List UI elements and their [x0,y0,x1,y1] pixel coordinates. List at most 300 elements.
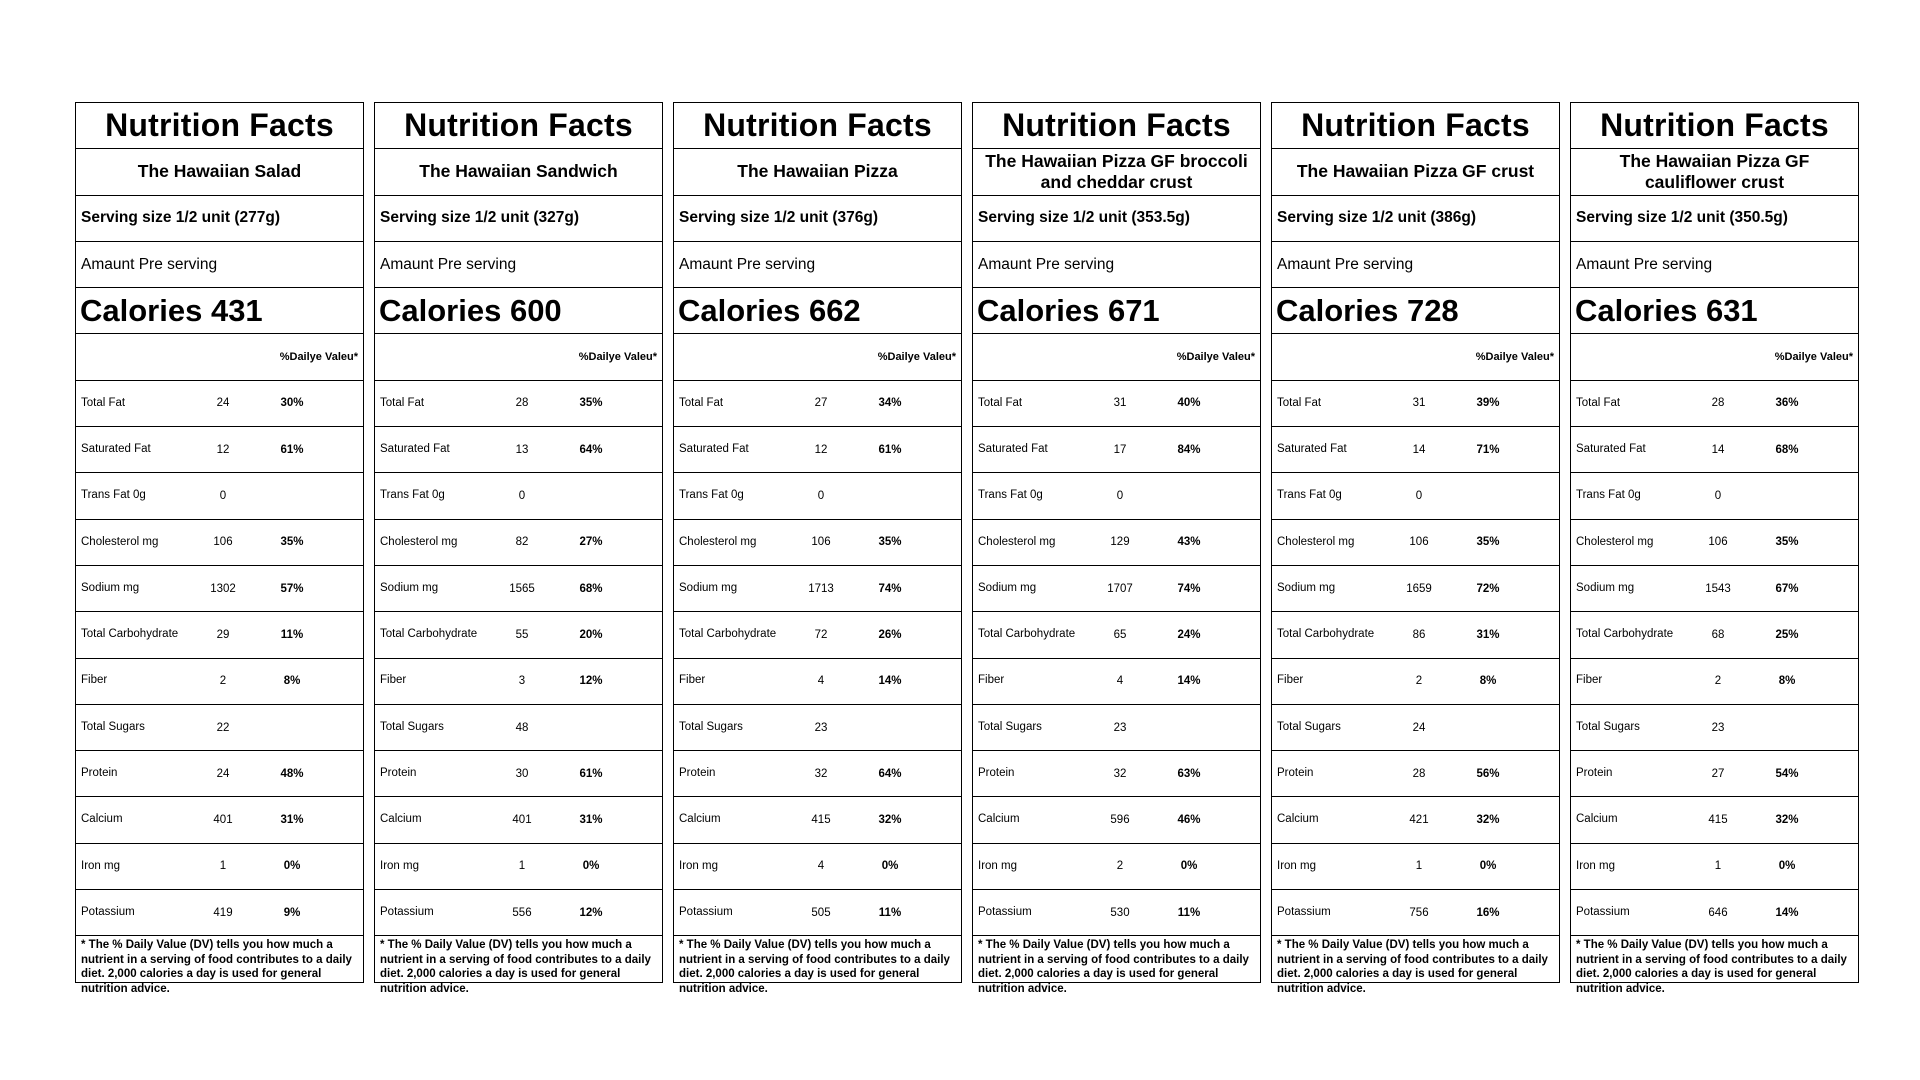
daily-value-header: %Dailye Valeu* [1571,334,1858,380]
calories: Calories 631 [1571,288,1858,334]
nutrient-amount: 415 [1708,814,1728,827]
nutrient-daily-value: 39% [1476,397,1500,410]
nutrient-name: Total Carbohydrate [679,628,777,641]
nutrient-name: Iron mg [679,859,718,872]
nutrient-row [1571,566,1858,612]
nutrient-daily-value: 12% [579,906,603,919]
nutrient-daily-value: 0% [582,860,600,873]
nutrient-amount: 0 [518,490,526,503]
nutrient-name: Fiber [978,674,1005,687]
nutrient-daily-value: 32% [878,814,902,827]
nutrient-row [1272,705,1559,751]
nutrient-name: Fiber [679,674,706,687]
nutrient-row [674,659,961,705]
nutrient-name: Trans Fat 0g [679,489,744,502]
nutrient-name: Potassium [1576,905,1630,918]
nutrient-row [1272,381,1559,427]
nutrient-amount: 1713 [808,582,834,595]
nutrient-amount: 32 [814,767,828,780]
nutrient-name: Sodium mg [380,581,439,594]
nutrient-name: Fiber [380,674,407,687]
amount-per-serving: Amaunt Pre serving [674,242,961,288]
nutrient-row [674,612,961,658]
nutrient-amount: 0 [817,490,825,503]
serving-size: Serving size 1/2 unit (327g) [375,196,662,242]
nutrient-list [674,381,961,937]
nutrient-amount: 23 [1113,721,1127,734]
nutrient-daily-value: 31% [1476,628,1500,641]
nutrient-daily-value: 8% [283,675,301,688]
nutrient-row [1571,612,1858,658]
nutrient-row [973,473,1260,519]
nutrient-daily-value: 56% [1476,767,1500,780]
nutrient-row [674,427,961,473]
nutrient-amount: 0 [1714,490,1722,503]
nutrient-name: Protein [679,767,716,780]
nutrient-amount: 1707 [1107,582,1133,595]
nutrient-name: Protein [1576,767,1613,780]
nutrient-row [375,473,662,519]
nutrient-name: Potassium [1277,905,1331,918]
nutrient-row [1571,890,1858,936]
nutrient-name: Trans Fat 0g [380,489,445,502]
nutrient-amount: 106 [1708,536,1728,549]
nutrient-name: Total Fat [1576,396,1621,409]
nutrient-daily-value: 0% [1479,860,1497,873]
nutrient-daily-value: 0% [1778,860,1796,873]
nutrient-daily-value: 35% [280,536,304,549]
nutrient-daily-value: 11% [280,628,304,641]
nutrient-row [375,705,662,751]
nutrient-name: Total Fat [1277,396,1322,409]
nutrient-row [1272,520,1559,566]
serving-size: Serving size 1/2 unit (350.5g) [1571,196,1858,242]
nutrient-daily-value: 30% [280,397,304,410]
nutrient-name: Protein [1277,767,1314,780]
nutrient-amount: 13 [515,443,529,456]
daily-value-header: %Dailye Valeu* [76,334,363,380]
nutrient-amount: 1 [1714,860,1722,873]
serving-size: Serving size 1/2 unit (376g) [674,196,961,242]
nutrient-amount: 0 [1116,490,1124,503]
nutrient-row [1272,797,1559,843]
nutrient-name: Calcium [380,813,422,826]
nutrient-amount: 505 [811,906,831,919]
nutrient-row [973,381,1260,427]
nutrient-daily-value: 14% [878,675,902,688]
nutrient-daily-value: 63% [1177,767,1201,780]
nutrient-amount: 4 [817,675,825,688]
nutrient-row [76,659,363,705]
nutrient-daily-value: 35% [1476,536,1500,549]
nutrient-amount: 27 [1711,767,1725,780]
nutrient-daily-value: 31% [579,814,603,827]
nutrient-daily-value: 35% [579,397,603,410]
nutrient-row [1272,751,1559,797]
nutrient-amount: 23 [814,721,828,734]
nutrient-daily-value: 35% [878,536,902,549]
nutrient-daily-value: 46% [1177,814,1201,827]
nutrient-amount: 106 [1409,536,1429,549]
daily-value-footnote: * The % Daily Value (DV) tells you how much a nutrient in a serving of food contributes to a daily diet. 2,000 calories a day is used for general nutrition advice. [978,939,1249,995]
daily-value-footnote: * The % Daily Value (DV) tells you how much a nutrient in a serving of food contributes to a daily diet. 2,000 calories a day is used for general nutrition advice. [1277,939,1548,995]
nutrient-name: Sodium mg [1576,581,1635,594]
nutrient-row [973,612,1260,658]
nutrient-daily-value: 64% [579,443,603,456]
nutrient-amount: 1 [518,860,526,873]
nutrient-name: Saturated Fat [978,442,1048,455]
nutrition-facts-label-2 [374,102,663,995]
nutrient-daily-value: 12% [579,675,603,688]
nutrient-amount: 28 [1412,767,1426,780]
nutrition-facts-label-4 [972,102,1261,995]
label-title: Nutrition Facts [1272,103,1559,149]
nutrient-amount: 31 [1113,397,1127,410]
nutrient-row [973,890,1260,936]
amount-per-serving: Amaunt Pre serving [1272,242,1559,288]
calories: Calories 728 [1272,288,1559,334]
nutrient-amount: 2 [219,675,227,688]
nutrient-amount: 32 [1113,767,1127,780]
nutrient-daily-value: 67% [1775,582,1799,595]
nutrient-daily-value: 64% [878,767,902,780]
nutrient-amount: 22 [216,721,230,734]
nutrient-row [973,844,1260,890]
nutrient-name: Cholesterol mg [978,535,1056,548]
nutrient-daily-value: 61% [878,443,902,456]
nutrient-name: Iron mg [1576,859,1615,872]
nutrient-daily-value: 61% [280,443,304,456]
nutrient-amount: 1 [1415,860,1423,873]
nutrient-name: Potassium [81,905,135,918]
nutrient-name: Fiber [1277,674,1304,687]
nutrient-row [1571,473,1858,519]
calories: Calories 671 [973,288,1260,334]
nutrient-row [973,705,1260,751]
daily-value-header: %Dailye Valeu* [1272,334,1559,380]
nutrient-amount: 4 [817,860,825,873]
amount-per-serving: Amaunt Pre serving [76,242,363,288]
nutrient-name: Calcium [1576,813,1618,826]
nutrient-row [1272,427,1559,473]
product-name: The Hawaiian Salad [76,149,363,195]
label-title: Nutrition Facts [973,103,1260,149]
nutrient-daily-value: 0% [881,860,899,873]
nutrient-daily-value: 0% [1180,860,1198,873]
nutrient-row [375,381,662,427]
nutrient-amount: 556 [512,906,532,919]
nutrient-row [674,751,961,797]
calories: Calories 662 [674,288,961,334]
nutrient-row [76,427,363,473]
nutrient-row [1571,797,1858,843]
nutrient-daily-value: 31% [280,814,304,827]
nutrient-row [1272,659,1559,705]
nutrient-daily-value: 34% [878,397,902,410]
label-title: Nutrition Facts [1571,103,1858,149]
nutrient-daily-value: 54% [1775,767,1799,780]
nutrient-row [1571,844,1858,890]
nutrient-row [674,473,961,519]
nutrient-name: Saturated Fat [1277,442,1347,455]
nutrient-row [76,566,363,612]
nutrient-row [1272,844,1559,890]
nutrient-daily-value: 24% [1177,628,1201,641]
nutrient-name: Potassium [380,905,434,918]
nutrient-amount: 31 [1412,397,1426,410]
nutrient-amount: 646 [1708,906,1728,919]
nutrient-name: Total Carbohydrate [978,628,1076,641]
nutrient-name: Trans Fat 0g [81,489,146,502]
calories: Calories 431 [76,288,363,334]
nutrient-name: Iron mg [81,859,120,872]
nutrient-name: Cholesterol mg [1277,535,1355,548]
nutrient-row [973,427,1260,473]
nutrient-list [1571,381,1858,937]
nutrient-amount: 421 [1409,814,1429,827]
nutrient-amount: 24 [1412,721,1426,734]
daily-value-header: %Dailye Valeu* [674,334,961,380]
nutrient-row [76,381,363,427]
nutrient-name: Potassium [978,905,1032,918]
nutrient-amount: 1543 [1705,582,1731,595]
daily-value-header: %Dailye Valeu* [375,334,662,380]
nutrient-daily-value: 68% [579,582,603,595]
product-name: The Hawaiian Pizza GF crust [1272,149,1559,195]
serving-size: Serving size 1/2 unit (353.5g) [973,196,1260,242]
nutrient-name: Sodium mg [81,581,140,594]
amount-per-serving: Amaunt Pre serving [375,242,662,288]
nutrient-daily-value: 25% [1775,628,1799,641]
nutrient-daily-value: 35% [1775,536,1799,549]
nutrient-name: Total Sugars [1576,720,1640,733]
nutrient-amount: 1302 [210,582,236,595]
nutrient-name: Total Carbohydrate [81,628,179,641]
nutrient-name: Cholesterol mg [679,535,757,548]
nutrient-amount: 12 [814,443,828,456]
nutrition-facts-label-3 [673,102,962,995]
nutrient-amount: 530 [1110,906,1130,919]
nutrient-daily-value: 0% [283,860,301,873]
nutrient-row [973,797,1260,843]
nutrient-amount: 2 [1714,675,1722,688]
nutrient-list [1272,381,1559,937]
nutrient-name: Saturated Fat [1576,442,1646,455]
nutrient-name: Trans Fat 0g [1277,489,1342,502]
nutrient-row [1571,751,1858,797]
nutrient-daily-value: 84% [1177,443,1201,456]
nutrient-amount: 55 [515,628,529,641]
nutrient-name: Saturated Fat [679,442,749,455]
nutrient-row [375,844,662,890]
nutrient-amount: 27 [814,397,828,410]
nutrient-amount: 106 [213,536,233,549]
nutrient-daily-value: 11% [878,906,902,919]
nutrient-row [1571,705,1858,751]
nutrient-name: Iron mg [978,859,1017,872]
nutrient-row [973,751,1260,797]
nutrient-list [973,381,1260,937]
nutrient-name: Cholesterol mg [1576,535,1654,548]
nutrient-name: Trans Fat 0g [978,489,1043,502]
nutrient-daily-value: 9% [283,906,301,919]
nutrient-name: Total Carbohydrate [380,628,478,641]
nutrient-row [1272,612,1559,658]
nutrient-row [76,797,363,843]
daily-value-footnote: * The % Daily Value (DV) tells you how much a nutrient in a serving of food contributes to a daily diet. 2,000 calories a day is used for general nutrition advice. [1576,939,1847,995]
label-title: Nutrition Facts [76,103,363,149]
nutrient-row [1272,566,1559,612]
nutrient-name: Saturated Fat [380,442,450,455]
nutrient-row [375,797,662,843]
nutrient-row [674,520,961,566]
nutrient-name: Sodium mg [679,581,738,594]
nutrient-name: Total Carbohydrate [1277,628,1375,641]
daily-value-footnote: * The % Daily Value (DV) tells you how much a nutrient in a serving of food contributes to a daily diet. 2,000 calories a day is used for general nutrition advice. [679,939,950,995]
nutrient-amount: 65 [1113,628,1127,641]
nutrition-facts-label-6 [1570,102,1859,995]
nutrient-row [76,612,363,658]
nutrient-amount: 756 [1409,906,1429,919]
nutrient-amount: 86 [1412,628,1426,641]
daily-value-footnote: * The % Daily Value (DV) tells you how much a nutrient in a serving of food contributes to a daily diet. 2,000 calories a day is used for general nutrition advice. [380,939,651,995]
amount-per-serving: Amaunt Pre serving [1571,242,1858,288]
nutrient-daily-value: 74% [1177,582,1201,595]
product-name: The Hawaiian Sandwich [375,149,662,195]
nutrient-amount: 24 [216,397,230,410]
nutrient-name: Total Carbohydrate [1576,628,1674,641]
nutrient-name: Total Sugars [81,720,145,733]
nutrient-amount: 28 [515,397,529,410]
nutrient-amount: 29 [216,628,230,641]
product-name: The Hawaiian Pizza GF broccoli and cheddar crust [973,149,1260,195]
nutrient-row [375,890,662,936]
nutrient-amount: 68 [1711,628,1725,641]
nutrient-name: Fiber [81,674,108,687]
nutrient-row [375,659,662,705]
nutrient-row [375,427,662,473]
nutrient-amount: 48 [515,721,529,734]
nutrient-row [375,751,662,797]
nutrient-amount: 82 [515,536,529,549]
nutrient-list [76,381,363,937]
nutrient-name: Calcium [679,813,721,826]
nutrient-amount: 106 [811,536,831,549]
nutrient-name: Calcium [1277,813,1319,826]
nutrient-daily-value: 43% [1177,536,1201,549]
product-name: The Hawaiian Pizza [674,149,961,195]
nutrient-name: Calcium [81,813,123,826]
nutrient-name: Total Sugars [679,720,743,733]
nutrient-name: Total Sugars [1277,720,1341,733]
nutrient-name: Total Sugars [978,720,1042,733]
nutrient-name: Sodium mg [978,581,1037,594]
nutrient-amount: 24 [216,767,230,780]
nutrient-name: Protein [978,767,1015,780]
nutrient-amount: 401 [512,814,532,827]
nutrient-name: Fiber [1576,674,1603,687]
nutrient-name: Total Fat [380,396,425,409]
nutrient-amount: 30 [515,767,529,780]
nutrient-name: Cholesterol mg [380,535,458,548]
nutrient-amount: 415 [811,814,831,827]
nutrient-row [674,566,961,612]
nutrient-daily-value: 48% [280,767,304,780]
nutrient-daily-value: 8% [1479,675,1497,688]
nutrient-amount: 3 [518,675,526,688]
nutrient-row [674,705,961,751]
nutrient-daily-value: 68% [1775,443,1799,456]
nutrient-daily-value: 71% [1476,443,1500,456]
nutrient-name: Trans Fat 0g [1576,489,1641,502]
nutrient-row [76,473,363,519]
nutrient-amount: 0 [219,490,227,503]
nutrient-row [674,381,961,427]
nutrient-amount: 14 [1711,443,1725,456]
nutrient-row [1571,520,1858,566]
nutrient-row [375,520,662,566]
nutrient-daily-value: 26% [878,628,902,641]
nutrition-facts-label-5 [1271,102,1560,995]
nutrient-name: Iron mg [380,859,419,872]
daily-value-header: %Dailye Valeu* [973,334,1260,380]
nutrient-name: Total Fat [81,396,126,409]
nutrient-name: Saturated Fat [81,442,151,455]
calories: Calories 600 [375,288,662,334]
nutrient-name: Calcium [978,813,1020,826]
nutrient-amount: 419 [213,906,233,919]
nutrient-amount: 0 [1415,490,1423,503]
nutrient-amount: 1565 [509,582,535,595]
nutrient-name: Total Sugars [380,720,444,733]
nutrient-daily-value: 72% [1476,582,1500,595]
nutrient-amount: 1659 [1406,582,1432,595]
nutrient-row [1272,890,1559,936]
nutrient-name: Potassium [679,905,733,918]
nutrient-amount: 12 [216,443,230,456]
nutrient-name: Sodium mg [1277,581,1336,594]
nutrient-name: Cholesterol mg [81,535,159,548]
nutrient-amount: 28 [1711,397,1725,410]
nutrient-daily-value: 14% [1775,906,1799,919]
nutrient-row [76,890,363,936]
nutrient-row [973,659,1260,705]
nutrient-row [375,612,662,658]
nutrient-row [76,705,363,751]
nutrient-row [1272,473,1559,519]
daily-value-footnote: * The % Daily Value (DV) tells you how much a nutrient in a serving of food contributes to a daily diet. 2,000 calories a day is used for general nutrition advice. [81,939,352,995]
nutrient-amount: 1 [219,860,227,873]
nutrient-daily-value: 32% [1476,814,1500,827]
serving-size: Serving size 1/2 unit (386g) [1272,196,1559,242]
nutrient-daily-value: 16% [1476,906,1500,919]
nutrient-row [674,797,961,843]
nutrient-daily-value: 11% [1177,906,1201,919]
nutrient-row [76,844,363,890]
label-title: Nutrition Facts [375,103,662,149]
nutrient-row [375,566,662,612]
nutrient-amount: 4 [1116,675,1124,688]
nutrient-amount: 596 [1110,814,1130,827]
nutrient-name: Total Fat [679,396,724,409]
nutrient-daily-value: 14% [1177,675,1201,688]
nutrient-daily-value: 61% [579,767,603,780]
label-title: Nutrition Facts [674,103,961,149]
nutrient-row [674,844,961,890]
nutrient-name: Iron mg [1277,859,1316,872]
nutrient-daily-value: 40% [1177,397,1201,410]
nutrition-facts-label-1 [75,102,364,995]
